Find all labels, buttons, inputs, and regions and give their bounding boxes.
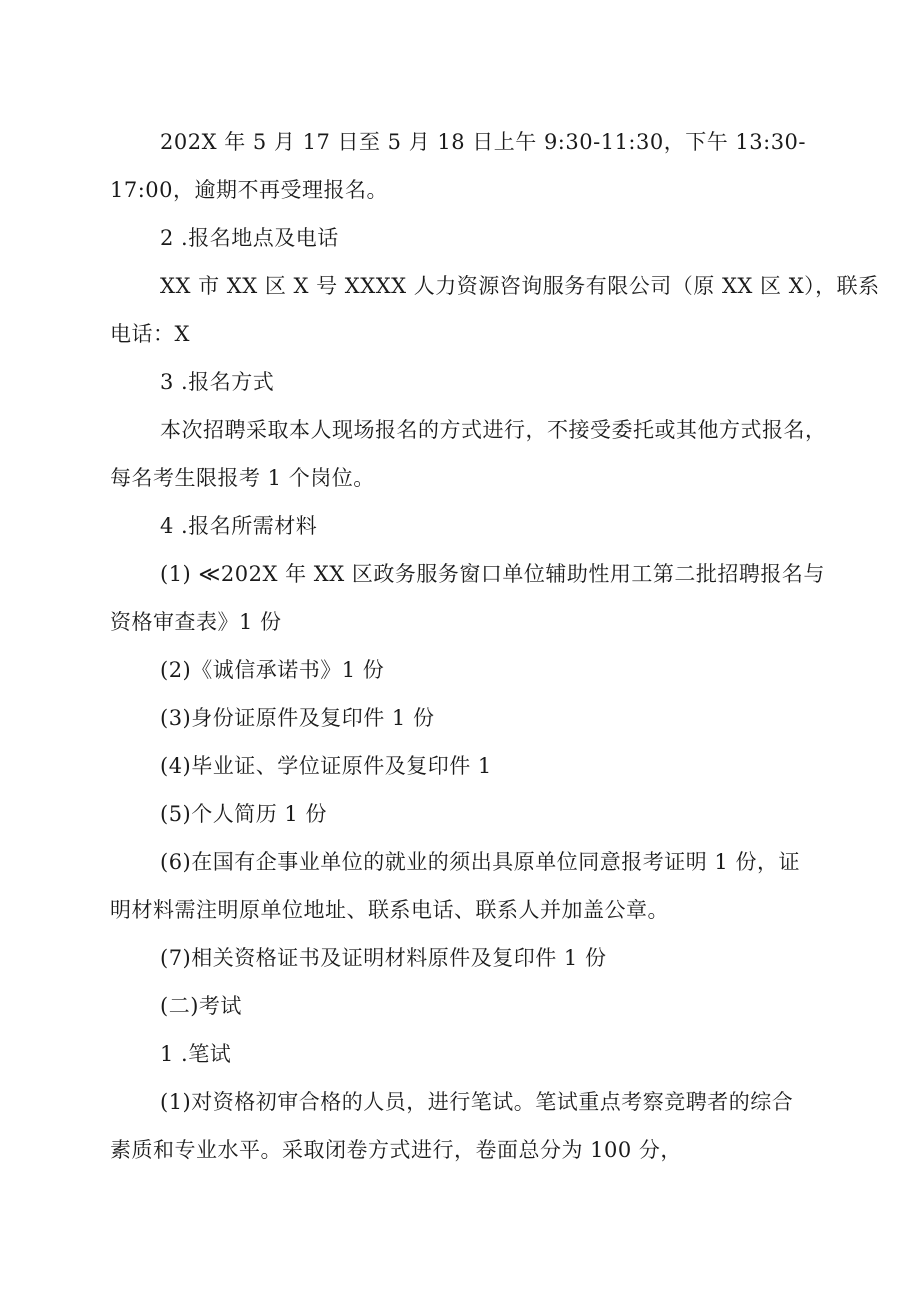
list-item: (1)对资格初审合格的人员，进行笔试。笔试重点考察竞聘者的综合: [160, 1090, 794, 1114]
list-item: (4)毕业证、学位证原件及复印件 1: [160, 754, 492, 778]
list-item: (7)相关资格证书及证明材料原件及复印件 1 份: [160, 946, 607, 970]
text-line: 本次招聘采取本人现场报名的方式进行，不接受委托或其他方式报名，: [160, 418, 827, 442]
text-line: 明材料需注明原单位地址、联系电话、联系人并加盖公章。: [110, 898, 669, 922]
list-item: (6)在国有企事业单位的就业的须出具原单位同意报考证明 1 份，证: [160, 850, 800, 874]
list-item: (2)《诚信承诺书》1 份: [160, 658, 385, 682]
list-item: (3)身份证原件及复印件 1 份: [160, 706, 435, 730]
section-heading: 2 .报名地点及电话: [160, 226, 339, 250]
list-item: (5)个人简历 1 份: [160, 802, 327, 826]
section-heading: 3 .报名方式: [160, 370, 275, 394]
text-line: 每名考生限报考 1 个岗位。: [110, 466, 375, 490]
text-line: 电话：X: [110, 322, 190, 346]
text-line: 素质和专业水平。采取闭卷方式进行，卷面总分为 100 分，: [110, 1138, 682, 1162]
text-line: 资格审查表》1 份: [110, 610, 282, 634]
section-heading: 1 .笔试: [160, 1042, 232, 1066]
list-item: (1) ≪202X 年 XX 区政务服务窗口单位辅助性用工第二批招聘报名与: [160, 562, 825, 586]
document-body: [110, 118, 880, 1174]
text-line: 202X 年 5 月 17 日至 5 月 18 日上午 9:30-11:30，下午 13:30-: [160, 130, 807, 154]
section-heading: 4 .报名所需材料: [160, 514, 318, 538]
section-heading: (二)考试: [160, 994, 242, 1018]
text-line: 17:00，逾期不再受理报名。: [110, 178, 389, 202]
text-line: XX 市 XX 区 X 号 XXXX 人力资源咨询服务有限公司（原 XX 区 X），联系: [160, 274, 880, 298]
